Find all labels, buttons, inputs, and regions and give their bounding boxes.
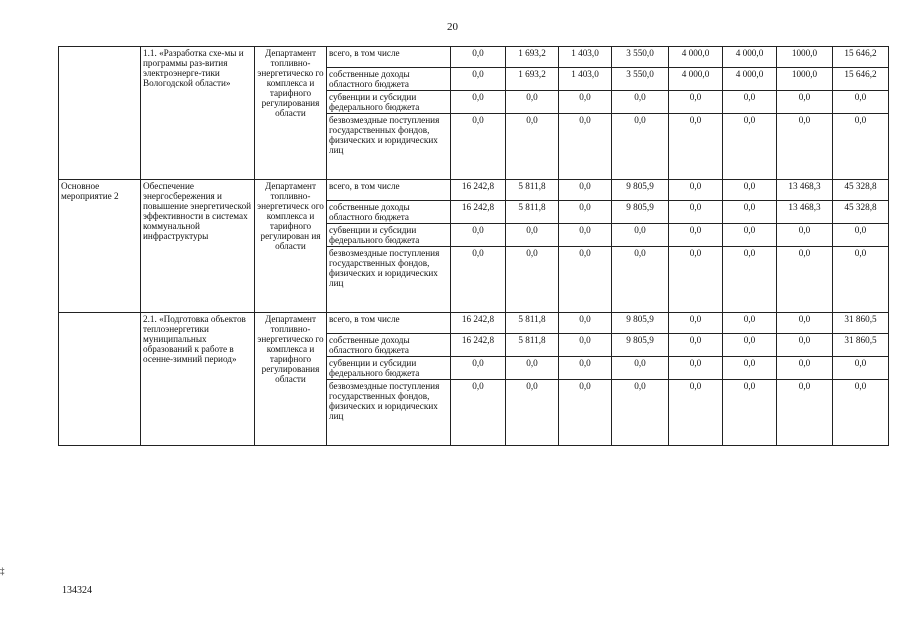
amount-cell: 0,0 bbox=[777, 247, 833, 313]
budget-table-body bbox=[59, 47, 889, 446]
amount-cell: 0,0 bbox=[723, 380, 777, 446]
table-row bbox=[59, 47, 889, 68]
event-name-cell: 2.1. «Подготовка объектов теплоэнергетики муниципальных образований к работе в осенне-зимний период» bbox=[141, 313, 255, 446]
amount-cell: 0,0 bbox=[833, 357, 889, 380]
amount-cell: 4 000,0 bbox=[669, 47, 723, 68]
amount-cell: 5 811,8 bbox=[506, 313, 559, 334]
amount-cell: 45 328,8 bbox=[833, 180, 889, 201]
amount-cell: 0,0 bbox=[612, 357, 669, 380]
amount-cell: 3 550,0 bbox=[612, 47, 669, 68]
amount-cell: 0,0 bbox=[451, 114, 506, 180]
amount-cell: 0,0 bbox=[612, 91, 669, 114]
amount-cell: 4 000,0 bbox=[669, 68, 723, 91]
funding-source-cell: собственные доходы областного бюджета bbox=[327, 68, 451, 91]
amount-cell: 16 242,8 bbox=[451, 201, 506, 224]
amount-cell: 0,0 bbox=[669, 180, 723, 201]
funding-source-cell: собственные доходы областного бюджета bbox=[327, 334, 451, 357]
amount-cell: 0,0 bbox=[723, 247, 777, 313]
amount-cell: 4 000,0 bbox=[723, 47, 777, 68]
amount-cell: 0,0 bbox=[669, 114, 723, 180]
amount-cell: 0,0 bbox=[612, 114, 669, 180]
amount-cell: 0,0 bbox=[777, 357, 833, 380]
amount-cell: 0,0 bbox=[451, 247, 506, 313]
table-row bbox=[59, 313, 889, 334]
amount-cell: 45 328,8 bbox=[833, 201, 889, 224]
amount-cell: 0,0 bbox=[506, 247, 559, 313]
amount-cell: 0,0 bbox=[506, 357, 559, 380]
funding-source-cell: безвозмездные поступления государственных фондов, физических и юридических лиц bbox=[327, 114, 451, 180]
amount-cell: 0,0 bbox=[559, 224, 612, 247]
amount-cell: 15 646,2 bbox=[833, 68, 889, 91]
amount-cell: 0,0 bbox=[669, 380, 723, 446]
amount-cell: 5 811,8 bbox=[506, 201, 559, 224]
measure-cell bbox=[59, 313, 141, 446]
amount-cell: 1 693,2 bbox=[506, 68, 559, 91]
amount-cell: 9 805,9 bbox=[612, 334, 669, 357]
amount-cell: 0,0 bbox=[451, 380, 506, 446]
amount-cell: 0,0 bbox=[777, 91, 833, 114]
amount-cell: 0,0 bbox=[833, 91, 889, 114]
event-name-cell: Обеспечение энергосбережения и повышение энергетической эффективности в системах коммунальной инфраструктуры bbox=[141, 180, 255, 313]
amount-cell: 1 403,0 bbox=[559, 47, 612, 68]
amount-cell: 0,0 bbox=[723, 224, 777, 247]
amount-cell: 0,0 bbox=[777, 334, 833, 357]
margin-mark: ‡ bbox=[0, 566, 5, 576]
table-row bbox=[59, 180, 889, 201]
page-number: 20 bbox=[447, 21, 458, 33]
amount-cell: 1000,0 bbox=[777, 68, 833, 91]
amount-cell: 0,0 bbox=[506, 114, 559, 180]
funding-source-cell: субвенции и субсидии федерального бюджета bbox=[327, 224, 451, 247]
amount-cell: 1000,0 bbox=[777, 47, 833, 68]
amount-cell: 31 860,5 bbox=[833, 313, 889, 334]
amount-cell: 0,0 bbox=[723, 313, 777, 334]
amount-cell: 5 811,8 bbox=[506, 180, 559, 201]
budget-table bbox=[58, 46, 889, 446]
amount-cell: 13 468,3 bbox=[777, 180, 833, 201]
funding-source-cell: собственные доходы областного бюджета bbox=[327, 201, 451, 224]
amount-cell: 0,0 bbox=[559, 91, 612, 114]
amount-cell: 0,0 bbox=[833, 380, 889, 446]
measure-cell: Основное мероприятие 2 bbox=[59, 180, 141, 313]
amount-cell: 0,0 bbox=[559, 247, 612, 313]
amount-cell: 0,0 bbox=[723, 334, 777, 357]
amount-cell: 0,0 bbox=[833, 247, 889, 313]
amount-cell: 0,0 bbox=[669, 247, 723, 313]
amount-cell: 0,0 bbox=[669, 334, 723, 357]
measure-cell bbox=[59, 47, 141, 180]
amount-cell: 0,0 bbox=[777, 224, 833, 247]
amount-cell: 0,0 bbox=[723, 357, 777, 380]
amount-cell: 0,0 bbox=[559, 201, 612, 224]
amount-cell: 3 550,0 bbox=[612, 68, 669, 91]
amount-cell: 0,0 bbox=[777, 114, 833, 180]
funding-source-cell: всего, в том числе bbox=[327, 180, 451, 201]
amount-cell: 0,0 bbox=[559, 313, 612, 334]
amount-cell: 0,0 bbox=[669, 224, 723, 247]
amount-cell: 15 646,2 bbox=[833, 47, 889, 68]
amount-cell: 0,0 bbox=[451, 47, 506, 68]
amount-cell: 0,0 bbox=[723, 201, 777, 224]
amount-cell: 0,0 bbox=[669, 357, 723, 380]
amount-cell: 0,0 bbox=[451, 357, 506, 380]
amount-cell: 0,0 bbox=[777, 313, 833, 334]
amount-cell: 0,0 bbox=[506, 380, 559, 446]
amount-cell: 0,0 bbox=[777, 380, 833, 446]
amount-cell: 0,0 bbox=[451, 91, 506, 114]
amount-cell: 0,0 bbox=[559, 334, 612, 357]
amount-cell: 0,0 bbox=[833, 114, 889, 180]
amount-cell: 0,0 bbox=[612, 380, 669, 446]
amount-cell: 0,0 bbox=[723, 114, 777, 180]
funding-source-cell: субвенции и субсидии федерального бюджета bbox=[327, 357, 451, 380]
amount-cell: 0,0 bbox=[451, 224, 506, 247]
amount-cell: 0,0 bbox=[723, 91, 777, 114]
amount-cell: 9 805,9 bbox=[612, 313, 669, 334]
responsible-cell: Департамент топливно-энергетическ ого комплекса и тарифного регулирован ия области bbox=[255, 180, 327, 313]
amount-cell: 0,0 bbox=[559, 380, 612, 446]
amount-cell: 0,0 bbox=[669, 201, 723, 224]
amount-cell: 16 242,8 bbox=[451, 313, 506, 334]
amount-cell: 16 242,8 bbox=[451, 180, 506, 201]
amount-cell: 0,0 bbox=[451, 68, 506, 91]
footer-code: 134324 bbox=[62, 585, 92, 596]
amount-cell: 16 242,8 bbox=[451, 334, 506, 357]
amount-cell: 13 468,3 bbox=[777, 201, 833, 224]
funding-source-cell: безвозмездные поступления государственных фондов, физических и юридических лиц bbox=[327, 380, 451, 446]
funding-source-cell: всего, в том числе bbox=[327, 47, 451, 68]
responsible-cell: Департамент топливно-энергетическо го комплекса и тарифного регулирования области bbox=[255, 47, 327, 180]
funding-source-cell: субвенции и субсидии федерального бюджета bbox=[327, 91, 451, 114]
amount-cell: 0,0 bbox=[723, 180, 777, 201]
amount-cell: 1 403,0 bbox=[559, 68, 612, 91]
amount-cell: 0,0 bbox=[612, 247, 669, 313]
funding-source-cell: безвозмездные поступления государственных фондов, физических и юридических лиц bbox=[327, 247, 451, 313]
funding-source-cell: всего, в том числе bbox=[327, 313, 451, 334]
amount-cell: 0,0 bbox=[833, 224, 889, 247]
amount-cell: 0,0 bbox=[559, 357, 612, 380]
amount-cell: 0,0 bbox=[669, 91, 723, 114]
amount-cell: 0,0 bbox=[506, 224, 559, 247]
amount-cell: 0,0 bbox=[669, 313, 723, 334]
amount-cell: 0,0 bbox=[559, 114, 612, 180]
amount-cell: 4 000,0 bbox=[723, 68, 777, 91]
amount-cell: 0,0 bbox=[559, 180, 612, 201]
event-name-cell: 1.1. «Разработка схе-мы и программы раз-вития электроэнерге-тики Вологодской области» bbox=[141, 47, 255, 180]
amount-cell: 5 811,8 bbox=[506, 334, 559, 357]
amount-cell: 31 860,5 bbox=[833, 334, 889, 357]
amount-cell: 0,0 bbox=[612, 224, 669, 247]
responsible-cell: Департамент топливно-энергетическо го комплекса и тарифного регулирования области bbox=[255, 313, 327, 446]
amount-cell: 0,0 bbox=[506, 91, 559, 114]
amount-cell: 9 805,9 bbox=[612, 180, 669, 201]
amount-cell: 9 805,9 bbox=[612, 201, 669, 224]
amount-cell: 1 693,2 bbox=[506, 47, 559, 68]
